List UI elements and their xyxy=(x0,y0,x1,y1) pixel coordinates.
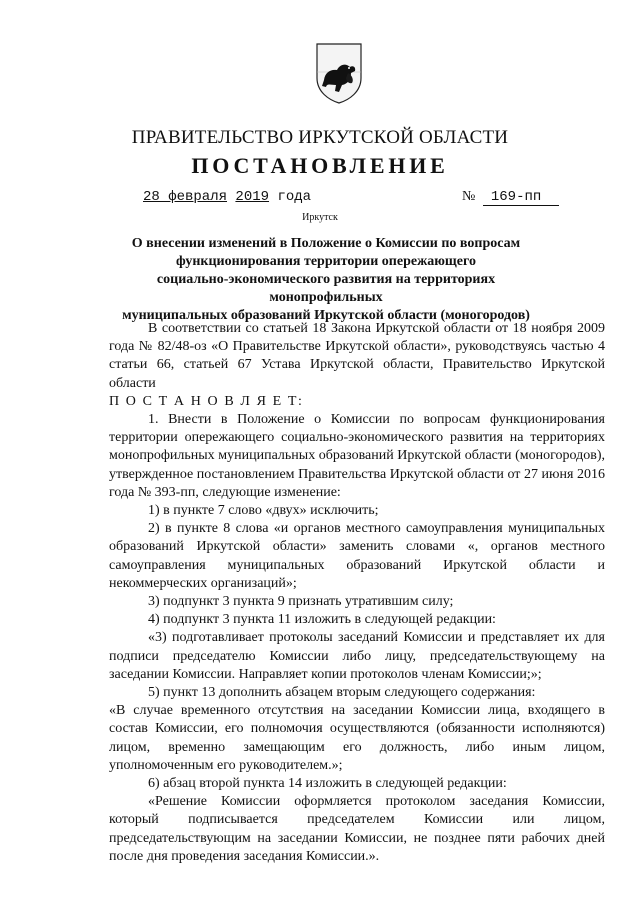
preamble-paragraph: В соответствии со статьей 18 Закона Иркутской области от 18 ноября 2009 года № 82/48-оз «О Правительстве Иркутской области», руководствуясь частью 4 статьи 66, статьей 67 Устава Иркутской области, Правительство Иркутской области xyxy=(109,321,605,391)
decree-word: П О С Т А Н О В Л Я Е Т: xyxy=(109,393,304,409)
title-line: функционирования территории опережающего xyxy=(176,254,476,269)
subitem-paragraph: 1) в пункте 7 слово «двух» исключить; xyxy=(148,503,379,519)
document-date xyxy=(143,189,311,205)
subitem-paragraph: 5) пункт 13 дополнить абзацем вторым следующего содержания: xyxy=(148,685,536,701)
document-number xyxy=(462,189,559,206)
title-line: социально-экономического развития на территориях монопрофильных xyxy=(156,272,496,305)
city-name: Иркутск xyxy=(302,212,338,223)
document-body xyxy=(109,320,605,866)
document-type: ПОСТАНОВЛЕНИЕ xyxy=(191,153,449,178)
subitem-paragraph: 2) в пункте 8 слова «и органов местного самоуправления муниципальных образований Иркутской области» заменить словами «, органов местного самоуправления муниципальных образований Иркутской области и некоммерческих организаций»; xyxy=(109,521,605,591)
government-name: ПРАВИТЕЛЬСТВО ИРКУТСКОЙ ОБЛАСТИ xyxy=(131,127,509,148)
coat-of-arms-emblem xyxy=(315,42,363,104)
date-suffix: года xyxy=(277,189,312,205)
quoted-paragraph: «3) подготавливает протоколы заседаний Комиссии и представляет их для подписи председателю Комиссии либо лицу, председательствующему на заседании Комиссии. Направляет копии протоколов членам Комиссии;»; xyxy=(109,630,605,682)
quoted-paragraph: «Решение Комиссии оформляется протоколом заседания Комиссии, который подписывается председателем Комиссии или лицом, председательствующим на заседании Комиссии, не позднее пяти рабочих дней после дня проведения заседания Комиссии.». xyxy=(109,794,605,864)
number-sign: № xyxy=(462,189,476,204)
date-year: 2019 xyxy=(235,189,270,205)
title-line: О внесении изменений в Положение о Комиссии по вопросам xyxy=(131,236,521,251)
item-paragraph: 1. Внести в Положение о Комиссии по вопросам функционирования территории опережающего социально-экономического развития на территориях монопрофильных муниципальных образований Иркутской области (моногородов), утвержденное постановлением Правительства Иркутской области от 27 июня 2016 года № 393-пп, следующие изменение: xyxy=(109,412,605,500)
document-title xyxy=(116,235,536,325)
quoted-paragraph: «В случае временного отсутствия на заседании Комиссии лица, входящего в состав Комиссии, его полномочия осуществляются (обязанности исполняются) лицом, временно замещающим его должность, либо иным лицом, уполномоченным его руководителем.»; xyxy=(109,703,605,773)
subitem-paragraph: 6) абзац второй пункта 14 изложить в следующей редакции: xyxy=(148,776,507,792)
title-line: муниципальных образований Иркутской области (моногородов) xyxy=(122,308,530,323)
subitem-paragraph: 3) подпункт 3 пункта 9 признать утратившим силу; xyxy=(148,594,454,610)
subitem-paragraph: 4) подпункт 3 пункта 11 изложить в следующей редакции: xyxy=(148,612,496,628)
number-value: 169-пп xyxy=(483,189,559,206)
date-day-month: 28 февраля xyxy=(143,189,228,205)
